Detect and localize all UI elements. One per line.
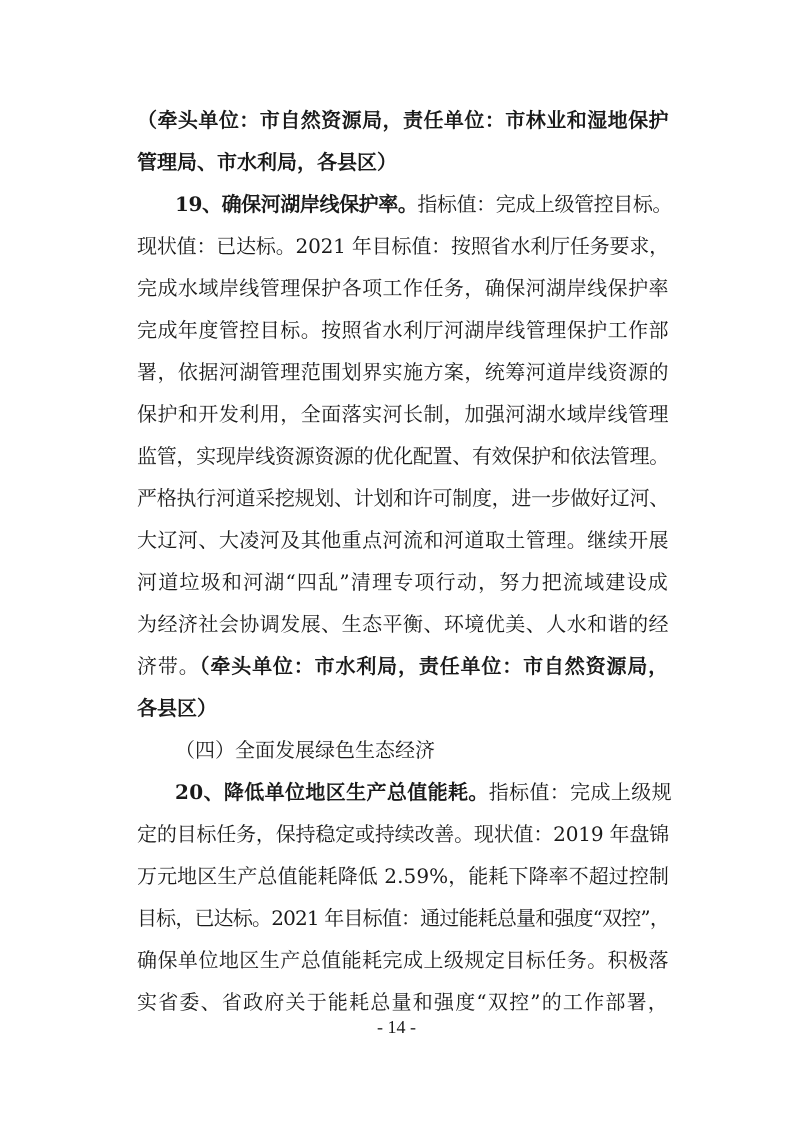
text-line (137, 572, 669, 592)
text-line (175, 782, 672, 802)
text-segment: 大辽河、大凌河及其他重点河流和河道取土管理。继续开展 (137, 528, 669, 552)
text-line (137, 320, 669, 340)
text-line (137, 992, 669, 1012)
text-line (137, 530, 669, 550)
page-number: - 14 - (377, 1017, 416, 1037)
text-line (137, 824, 669, 844)
text-line (137, 908, 669, 928)
text-segment: 严格执行河道采挖规划、计划和许可制度，进一步做好辽河、 (137, 486, 669, 510)
text-segment: 监管，实现岸线资源资源的优化配置、有效保护和依法管理。 (137, 444, 669, 468)
text-line (137, 152, 397, 172)
bold-text-segment: 管理局、市水利局，各县区） (137, 150, 397, 174)
text-segment: 完成水域岸线管理保护各项工作任务，确保河湖岸线保护率 (137, 276, 669, 300)
text-segment: （四）全面发展绿色生态经济 (175, 738, 435, 762)
text-segment: 署，依据河湖管理范围划界实施方案，统筹河道岸线资源的 (137, 360, 669, 384)
text-segment: 确保单位地区生产总值能耗完成上级规定目标任务。积极落 (137, 948, 669, 972)
text-line (137, 698, 217, 718)
bold-text-segment: 19、确保河湖岸线保护率。 (175, 192, 418, 216)
text-line (137, 362, 669, 382)
text-line (137, 278, 669, 298)
text-segment: 实省委、省政府关于能耗总量和强度“双控”的工作部署， (137, 990, 669, 1014)
bold-text-segment: 各县区） (137, 696, 217, 720)
text-segment: 现状值：已达标。2021 年目标值：按照省水利厅任务要求， (137, 234, 669, 258)
text-segment: 河道垃圾和河湖“四乱”清理专项行动，努力把流域建设成 (137, 570, 669, 594)
text-segment: 目标，已达标。2021 年目标值：通过能耗总量和强度“双控”， (137, 906, 669, 930)
text-line (175, 194, 672, 214)
text-line (137, 110, 669, 130)
text-segment: 指标值：完成上级管控目标。 (417, 192, 672, 216)
bold-text-segment: 20、降低单位地区生产总值能耗。 (175, 780, 489, 804)
text-line (137, 656, 669, 676)
bold-text-segment: （牵头单位：市自然资源局，责任单位：市林业和湿地保护 (137, 108, 669, 132)
text-line (137, 614, 669, 634)
text-segment: 为经济社会协调发展、生态平衡、环境优美、人水和谐的经 (137, 612, 669, 636)
bold-text-segment: （牵头单位：市水利局，责任单位：市自然资源局， (199, 654, 670, 678)
text-line (137, 446, 669, 466)
text-line (137, 866, 669, 886)
text-line (137, 404, 669, 424)
text-segment: 保护和开发利用，全面落实河长制，加强河湖水域岸线管理 (137, 402, 669, 426)
text-segment: 定的目标任务，保持稳定或持续改善。现状值：2019 年盘锦 (137, 822, 669, 846)
text-line (137, 950, 669, 970)
text-segment: 济带。 (137, 654, 200, 678)
text-segment: 完成年度管控目标。按照省水利厅河湖岸线管理保护工作部 (137, 318, 669, 342)
text-line (175, 740, 435, 760)
text-line (137, 488, 669, 508)
text-segment: 指标值：完成上级规 (488, 780, 672, 804)
text-segment: 万元地区生产总值能耗降低 2.59%，能耗下降率不超过控制 (137, 864, 669, 888)
text-line (137, 236, 669, 256)
